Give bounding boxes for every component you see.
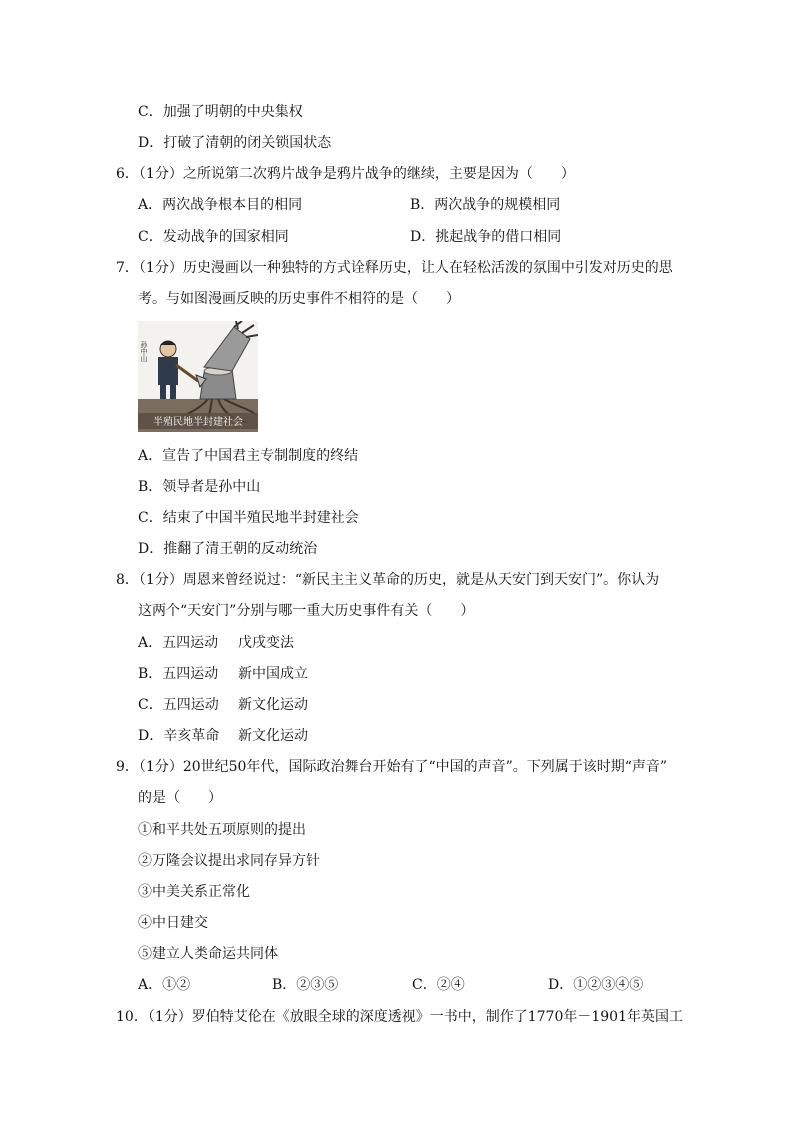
q8-option-c-second: 新文化运动 [238,697,308,713]
q6-option-d: D．挑起战争的借口相同 [410,229,562,245]
q5-option-d: D．打破了清朝的闭关锁国状态 [138,135,332,151]
q8-option-b-second: 新中国成立 [238,666,308,682]
q8-option-a-second: 戊戌变法 [238,635,294,651]
q7-stem-line1: 7．（1分）历史漫画以一种独特的方式诠释历史，让人在轻松活泼的氛围中引发对历史的思 [116,260,673,276]
q8-stem-line1: 8．（1分）周恩来曾经说过：“新民主主义革命的历史，就是从天安门到天安门”。你认为 [116,572,660,588]
q8-option-d-second: 新文化运动 [238,728,308,744]
q5-option-c: C．加强了明朝的中央集权 [138,104,303,120]
q7-option-d: D．推翻了清王朝的反动统治 [138,541,318,557]
cartoon-side-label: 孙中山 [140,341,148,362]
q8-option-d: D．辛亥革命 [138,728,220,744]
q9-option-c: C．②④ [412,977,465,993]
cartoon-banner-text: 半殖民地半封建社会 [153,417,243,428]
q6-stem: 6．（1分）之所说第二次鸦片战争是鸦片战争的继续，主要是因为（ ） [116,166,575,182]
q7-option-b: B．领导者是孙中山 [138,479,261,495]
q10-stem-line1: 10．（1分）罗伯特艾伦在《放眼全球的深度透视》一书中，制作了1770年－1901年英国工 [116,1009,683,1025]
q9-item-4: ④中日建交 [138,915,208,931]
q9-option-b: B．②③⑤ [272,977,339,993]
q8-option-c: C．五四运动 [138,697,219,713]
q9-item-5: ⑤建立人类命运共同体 [138,946,278,962]
q9-option-a: A．①② [138,977,191,993]
q8-option-b: B．五四运动 [138,666,219,682]
q6-option-b: B．两次战争的规模相同 [410,197,561,213]
q6-option-c: C．发动战争的国家相同 [138,229,289,245]
q9-option-d: D．①②③④⑤ [548,977,644,993]
q9-item-3: ③中美关系正常化 [138,884,250,900]
q9-item-1: ①和平共处五项原则的提出 [138,822,306,838]
q7-stem-line2: 考。与如图漫画反映的历史事件不相符的是（ ） [138,291,460,307]
q9-item-2: ②万隆会议提出求同存异方针 [138,853,320,869]
q9-stem-line2: 的是（ ） [138,790,222,806]
q7-option-a: A．宣告了中国君主专制制度的终结 [138,448,359,464]
q6-option-a: A．两次战争根本目的相同 [138,197,303,213]
history-cartoon-image [138,321,258,432]
q8-option-a: A．五四运动 [138,635,219,651]
q9-stem-line1: 9．（1分）20世纪50年代，国际政治舞台开始有了“中国的声音”。下列属于该时期“声音” [116,759,668,775]
q8-stem-line2: 这两个“天安门”分别与哪一重大历史事件有关（ ） [138,603,475,619]
q7-option-c: C．结束了中国半殖民地半封建社会 [138,510,359,526]
